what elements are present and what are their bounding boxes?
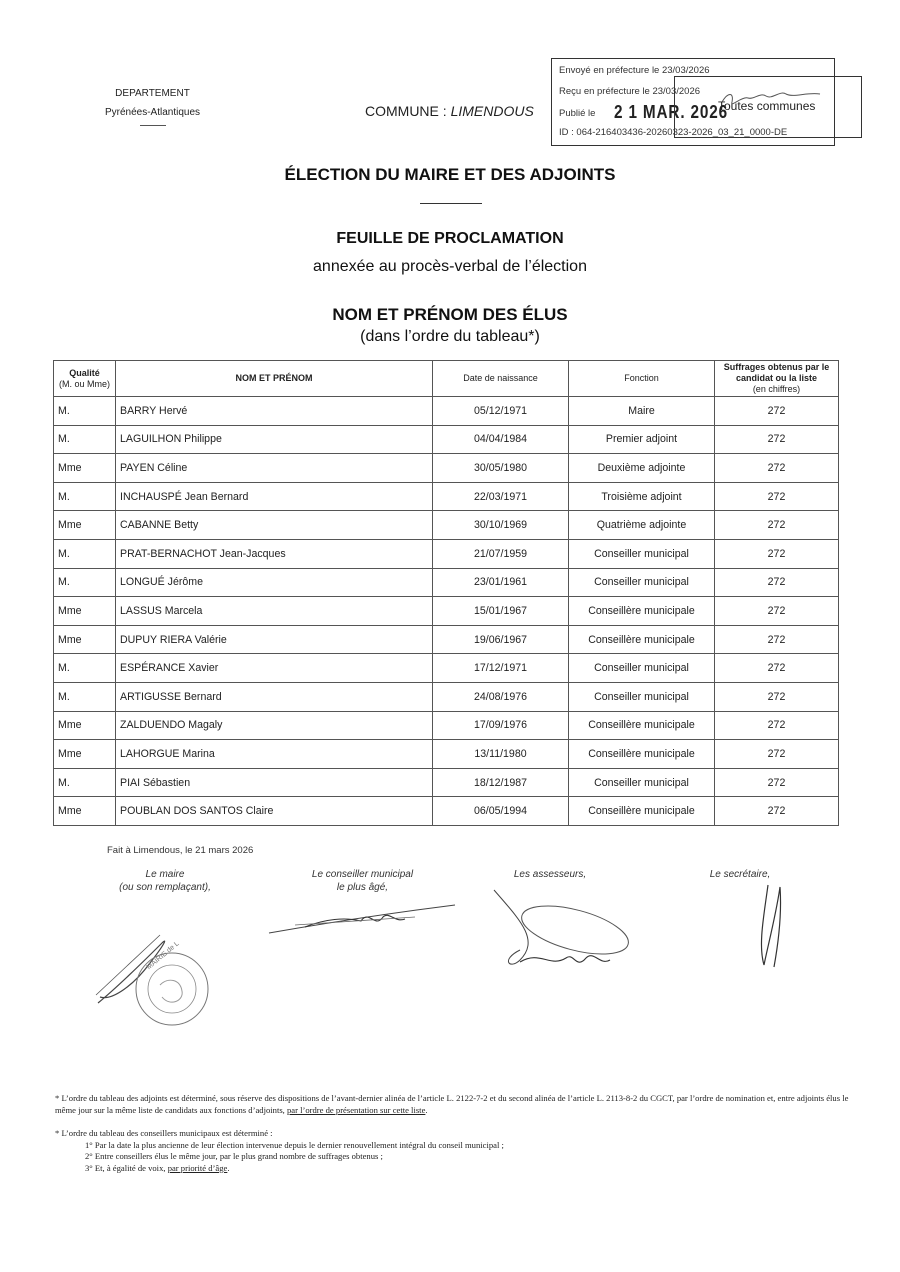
cell-fonction: Troisième adjoint	[569, 482, 715, 511]
department-name: Pyrénées-Atlantiques	[104, 107, 201, 118]
cell-naissance: 17/09/1976	[433, 711, 569, 740]
table-row	[54, 768, 839, 797]
cell-fonction: Conseillère municipale	[569, 625, 715, 654]
cell-suffrages: 272	[715, 454, 839, 483]
cell-suffrages: 272	[715, 482, 839, 511]
cell-nom: LONGUÉ Jérôme	[116, 568, 433, 597]
elected-list-subtitle: (dans l’ordre du tableau*)	[360, 328, 540, 345]
header-qualite-label: Qualité	[69, 367, 100, 378]
cell-naissance: 19/06/1967	[433, 625, 569, 654]
footnote-rule-3-text: 3° Et, à égalité de voix,	[85, 1162, 166, 1173]
cell-naissance: 13/11/1980	[433, 740, 569, 769]
cell-qualite: M.	[54, 397, 116, 426]
footnote-adjoints-text: * L’ordre du tableau des adjoints est déterminé, sous réserve des dispositions de l’avant-dernier alinéa de l’article L. 2122-7-2 et du second alinéa de l’article L. 2113-8-2 du CGCT, par l’ordre de nomination et, entre adjoints élus le même jour sur la même liste de candidats aux fonctions d’adjoints,	[55, 1093, 849, 1115]
cell-suffrages: 272	[715, 654, 839, 683]
table-row	[54, 454, 839, 483]
cell-suffrages: 272	[715, 740, 839, 769]
cell-nom: PAYEN Céline	[116, 454, 433, 483]
cell-naissance: 17/12/1971	[433, 654, 569, 683]
table-row	[54, 482, 839, 511]
cell-naissance: 04/04/1984	[433, 425, 569, 454]
cell-suffrages: 272	[715, 711, 839, 740]
cell-nom: ESPÉRANCE Xavier	[116, 654, 433, 683]
cell-suffrages: 272	[715, 425, 839, 454]
cell-naissance: 30/05/1980	[433, 454, 569, 483]
signature-conseiller-label	[295, 868, 430, 894]
signature-secretaire-label: Le secrétaire,	[709, 869, 771, 880]
cell-nom: INCHAUSPÉ Jean Bernard	[116, 482, 433, 511]
cell-fonction: Quatrième adjointe	[569, 511, 715, 540]
stamp-publie-label: Publié le	[559, 108, 596, 119]
cell-nom: ZALDUENDO Magaly	[116, 711, 433, 740]
header-suffrages	[715, 361, 839, 397]
footnote-rule-3-underlined: par priorité d’âge	[167, 1162, 228, 1173]
header-fonction: Fonction	[569, 361, 715, 397]
cell-naissance: 30/10/1969	[433, 511, 569, 540]
table-row	[54, 511, 839, 540]
stamp-initials-scribble	[720, 88, 840, 110]
cell-fonction: Conseiller municipal	[569, 682, 715, 711]
table-row	[54, 539, 839, 568]
svg-text:MAIRIE de L: MAIRIE de L	[145, 940, 181, 972]
title-divider	[420, 203, 482, 204]
cell-suffrages: 272	[715, 797, 839, 826]
table-row	[54, 397, 839, 426]
department-divider	[140, 125, 166, 126]
elected-list-title: NOM ET PRÉNOM DES ÉLUS	[332, 305, 568, 324]
header-suffrages-sub: (en chiffres)	[752, 383, 801, 394]
stamp-id: ID : 064-216403436-20260323-2026_03_21_0000-DE	[559, 127, 788, 138]
table-row	[54, 711, 839, 740]
cell-naissance: 22/03/1971	[433, 482, 569, 511]
cell-nom: CABANNE Betty	[116, 511, 433, 540]
table-row	[54, 597, 839, 626]
table-row	[54, 654, 839, 683]
cell-fonction: Conseillère municipale	[569, 740, 715, 769]
footnote-rule-2: 2° Entre conseillers élus le même jour, par le plus grand nombre de suffrages obtenus ;	[85, 1151, 383, 1162]
table-header-row	[54, 361, 839, 397]
cell-qualite: Mme	[54, 454, 116, 483]
cell-naissance: 06/05/1994	[433, 797, 569, 826]
cell-nom: LAHORGUE Marina	[116, 740, 433, 769]
header-qualite	[54, 361, 116, 397]
cell-nom: PIAI Sébastien	[116, 768, 433, 797]
commune-heading	[365, 103, 534, 119]
stamp-recu: Reçu en préfecture le 23/03/2026	[559, 86, 701, 97]
cell-qualite: M.	[54, 568, 116, 597]
cell-naissance: 15/01/1967	[433, 597, 569, 626]
cell-nom: LASSUS Marcela	[116, 597, 433, 626]
cell-qualite: Mme	[54, 597, 116, 626]
cell-nom: DUPUY RIERA Valérie	[116, 625, 433, 654]
cell-naissance: 23/01/1961	[433, 568, 569, 597]
cell-nom: POUBLAN DOS SANTOS Claire	[116, 797, 433, 826]
cell-fonction: Conseillère municipale	[569, 597, 715, 626]
fait-a: Fait à Limendous, le 21 mars 2026	[107, 845, 254, 856]
commune-label: COMMUNE :	[365, 103, 447, 119]
footnotes	[55, 1093, 855, 1175]
footnote-rule-1: 1° Par la date la plus ancienne de leur élection intervenue depuis le dernier renouvellement intégral du conseil municipal ;	[85, 1139, 504, 1150]
proclamation-subtitle: annexée au procès-verbal de l’élection	[313, 258, 587, 275]
cell-naissance: 05/12/1971	[433, 397, 569, 426]
signature-assesseurs-label: Les assesseurs,	[513, 869, 587, 880]
cell-suffrages: 272	[715, 597, 839, 626]
cell-qualite: M.	[54, 768, 116, 797]
cell-qualite: Mme	[54, 711, 116, 740]
cell-fonction: Conseiller municipal	[569, 768, 715, 797]
maire-signature-seal	[90, 915, 220, 1035]
cell-fonction: Deuxième adjointe	[569, 454, 715, 483]
cell-suffrages: 272	[715, 397, 839, 426]
conseiller-label-line2: le plus âgé,	[336, 882, 389, 893]
cell-qualite: Mme	[54, 511, 116, 540]
header-nom: NOM ET PRÉNOM	[116, 361, 433, 397]
cell-qualite: M.	[54, 539, 116, 568]
maire-label-line2: (ou son remplaçant),	[119, 882, 211, 893]
cell-fonction: Conseiller municipal	[569, 539, 715, 568]
elected-table	[53, 360, 839, 826]
table-row	[54, 797, 839, 826]
cell-qualite: M.	[54, 482, 116, 511]
cell-nom: ARTIGUSSE Bernard	[116, 682, 433, 711]
stamp-scope: Toutes communes	[718, 99, 816, 113]
cell-nom: PRAT-BERNACHOT Jean-Jacques	[116, 539, 433, 568]
proclamation-title: FEUILLE DE PROCLAMATION	[336, 230, 564, 247]
cell-fonction: Conseillère municipale	[569, 711, 715, 740]
header-qualite-sub: (M. ou Mme)	[58, 378, 110, 389]
table-row	[54, 682, 839, 711]
cell-suffrages: 272	[715, 768, 839, 797]
cell-qualite: Mme	[54, 797, 116, 826]
cell-fonction: Maire	[569, 397, 715, 426]
cell-fonction: Conseiller municipal	[569, 568, 715, 597]
stamp-envoye: Envoyé en préfecture le 23/03/2026	[559, 65, 710, 76]
cell-fonction: Premier adjoint	[569, 425, 715, 454]
table-row	[54, 568, 839, 597]
table-row	[54, 740, 839, 769]
cell-nom: BARRY Hervé	[116, 397, 433, 426]
cell-qualite: Mme	[54, 625, 116, 654]
cell-suffrages: 272	[715, 682, 839, 711]
cell-qualite: M.	[54, 654, 116, 683]
commune-name: LIMENDOUS	[450, 103, 534, 119]
signature-maire-label	[105, 868, 225, 894]
cell-qualite: Mme	[54, 740, 116, 769]
cell-naissance: 18/12/1987	[433, 768, 569, 797]
footnote-conseillers: * L’ordre du tableau des conseillers municipaux est déterminé :	[55, 1128, 273, 1139]
cell-fonction: Conseillère municipale	[569, 797, 715, 826]
cell-nom: LAGUILHON Philippe	[116, 425, 433, 454]
cell-suffrages: 272	[715, 511, 839, 540]
footnote-rule-3: 3° Et, à égalité de voix, par priorité d’âge.	[85, 1162, 230, 1173]
footnote-adjoints-underlined: par l’ordre de présentation sur cette liste	[286, 1104, 426, 1115]
footnote-adjoints: * L’ordre du tableau des adjoints est déterminé, sous réserve des dispositions de l’avant-dernier alinéa de l’article L. 2122-7-2 et du second alinéa de l’article L. 2113-8-2 du CGCT, par l’ordre de nomination et, entre adjoints élus le même jour sur la même liste de candidats aux fonctions d’adjoints, par l’ordre de présentation sur cette liste.	[55, 1093, 849, 1115]
cell-suffrages: 272	[715, 568, 839, 597]
cell-suffrages: 272	[715, 539, 839, 568]
maire-label-line1: Le maire	[145, 869, 185, 880]
cell-suffrages: 272	[715, 625, 839, 654]
main-title: ÉLECTION DU MAIRE ET DES ADJOINTS	[284, 165, 616, 184]
conseiller-signature	[265, 895, 465, 945]
cell-fonction: Conseiller municipal	[569, 654, 715, 683]
cell-naissance: 21/07/1959	[433, 539, 569, 568]
secretaire-signature	[750, 875, 800, 975]
cell-naissance: 24/08/1976	[433, 682, 569, 711]
cell-qualite: M.	[54, 425, 116, 454]
header-suffrages-label: Suffrages obtenus par le candidat ou la liste	[723, 362, 830, 384]
cell-qualite: M.	[54, 682, 116, 711]
table-row	[54, 425, 839, 454]
department-label: DEPARTEMENT	[115, 88, 190, 99]
conseiller-label-line1: Le conseiller municipal	[311, 869, 414, 880]
table-row	[54, 625, 839, 654]
department-block	[100, 84, 205, 126]
assesseurs-signature	[480, 880, 650, 980]
stamp-publie-date: 2 1 MAR. 2026	[614, 102, 728, 122]
header-naissance: Date de naissance	[433, 361, 569, 397]
